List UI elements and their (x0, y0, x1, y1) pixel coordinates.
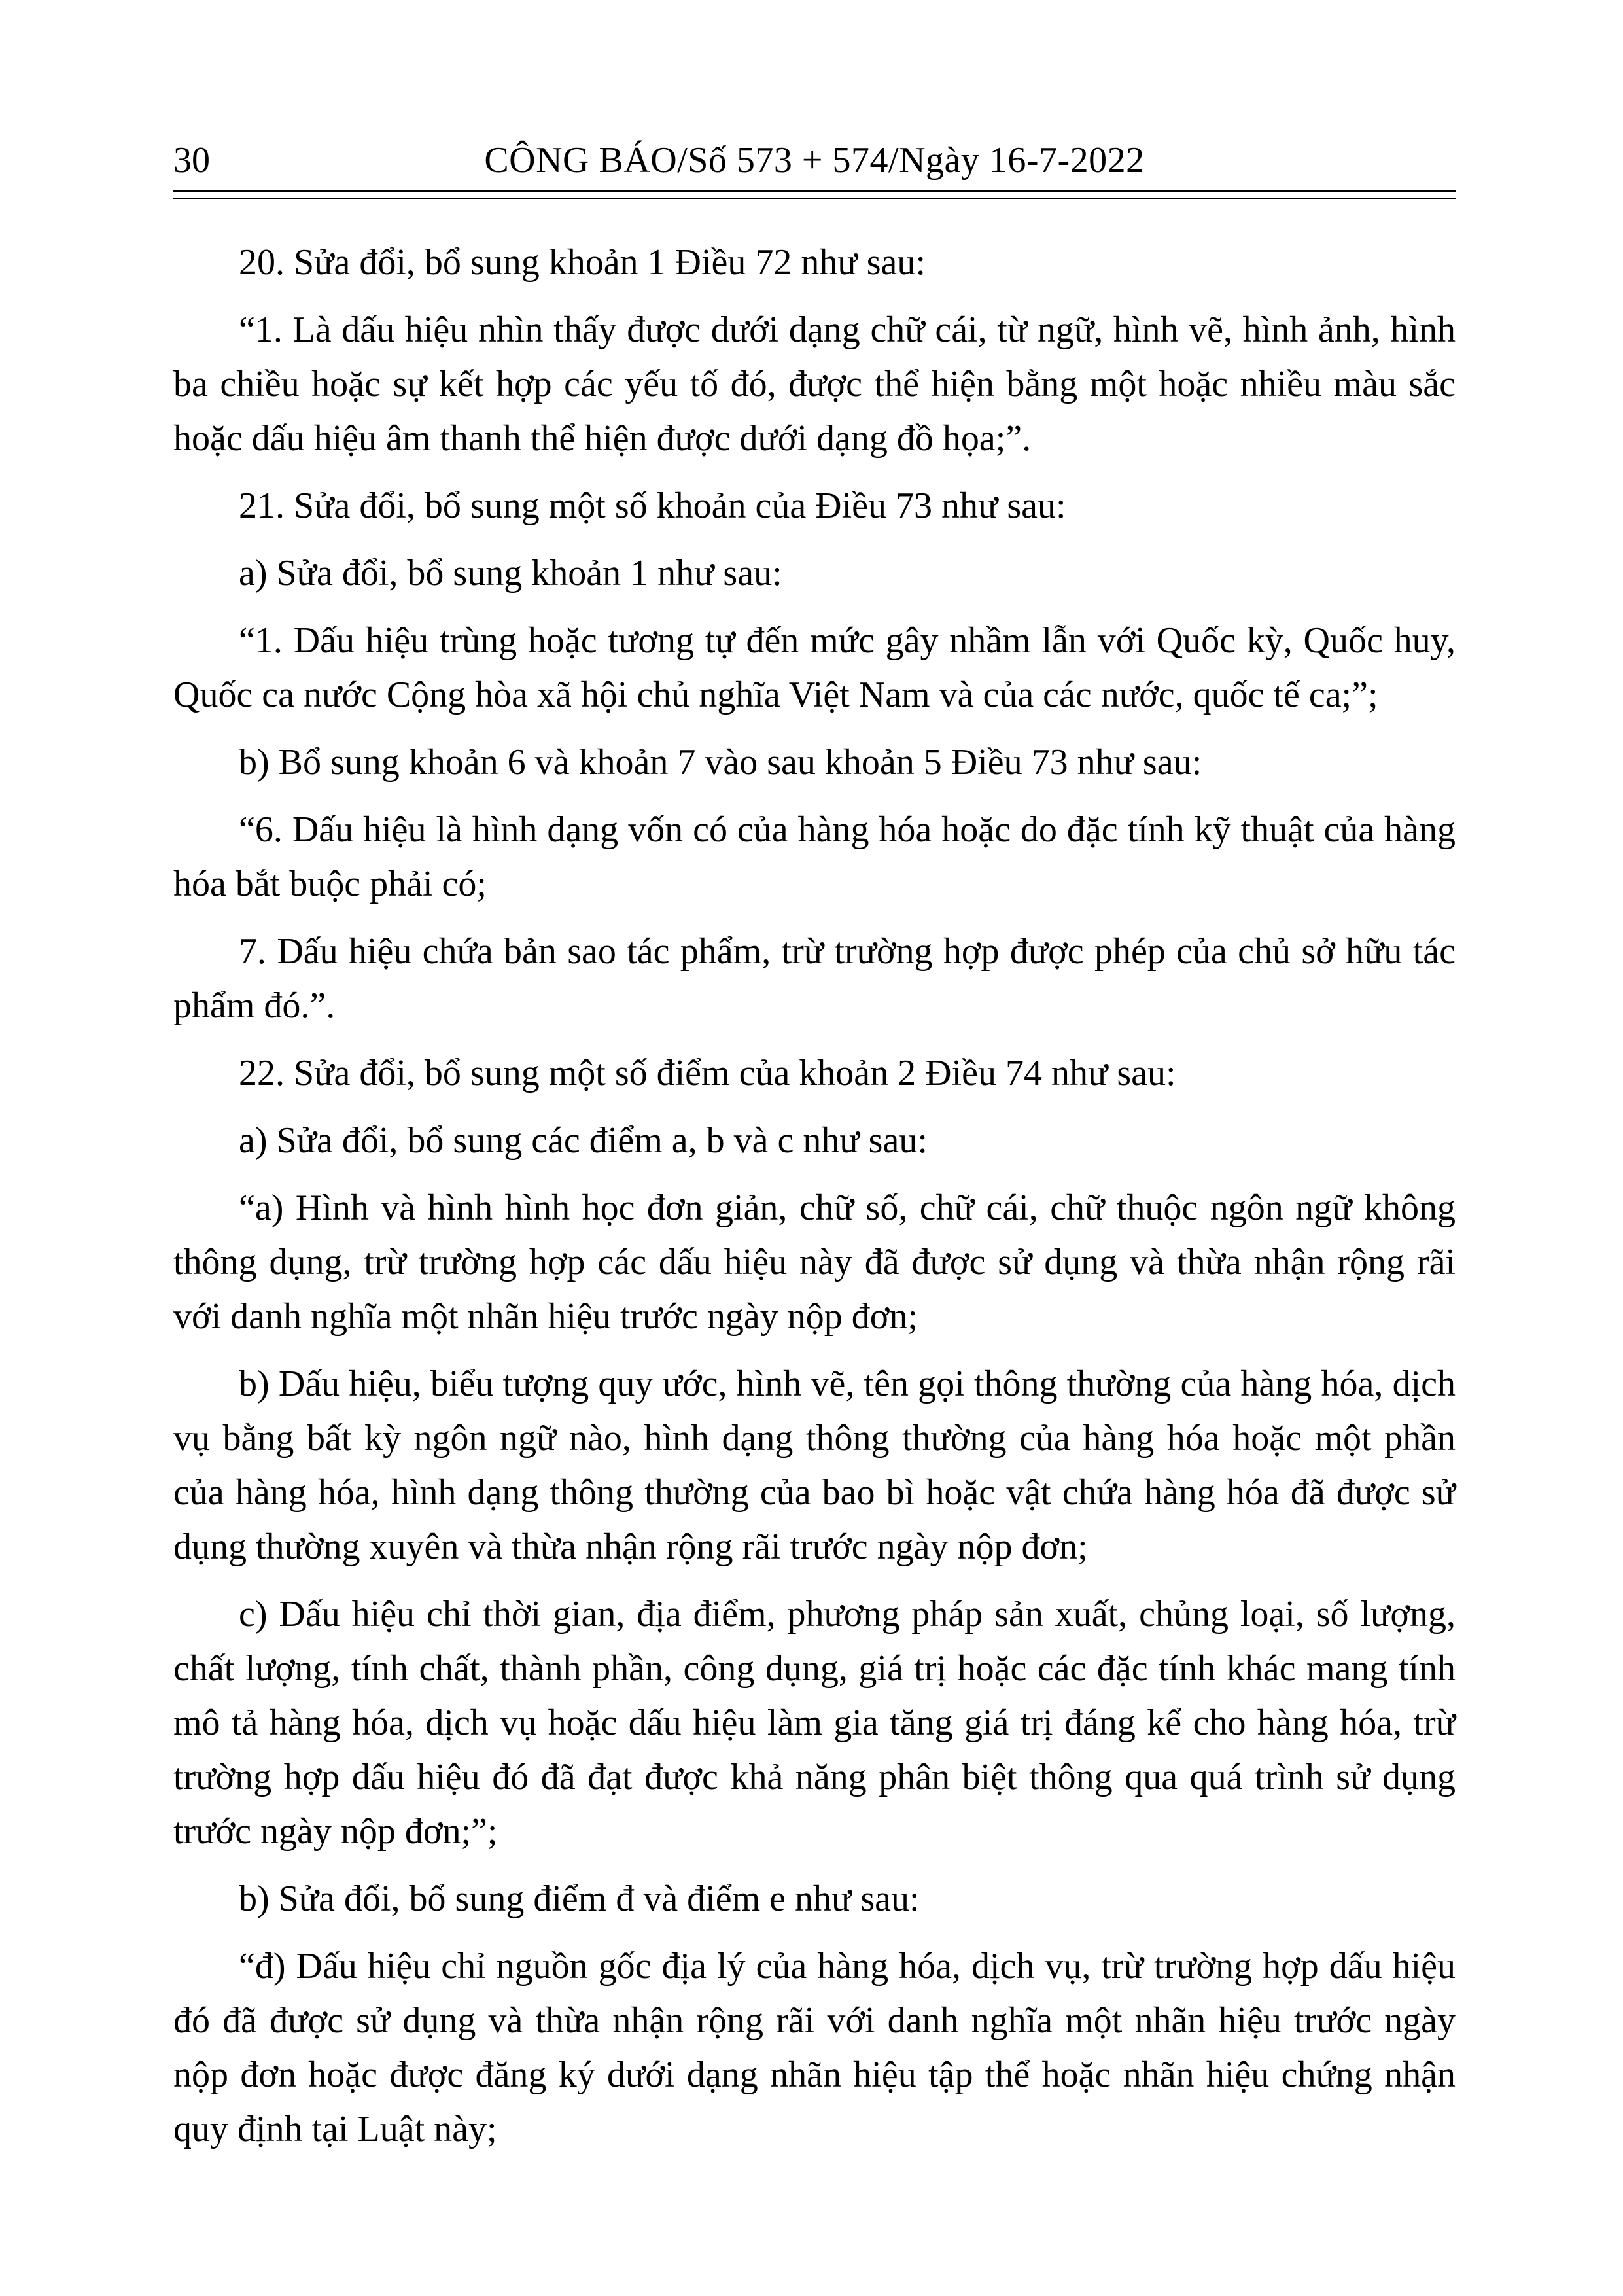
page-number: 30 (173, 140, 210, 181)
paragraph-quote-clause-1: “1. Là dấu hiệu nhìn thấy được dưới dạng chữ cái, từ ngữ, hình vẽ, hình ảnh, hình ba chiều hoặc sự kết hợp các yếu tố đó, được thể hiện bằng một hoặc nhiều màu sắc hoặc dấu hiệu âm thanh thể hiện được dưới dạng đồ họa;”. (173, 309, 1456, 459)
paragraph-quote-clause-7: 7. Dấu hiệu chứa bản sao tác phẩm, trừ trường hợp được phép của chủ sở hữu tác phẩm đó.”. (173, 931, 1456, 1026)
paragraph-point-d-stroke: “đ) Dấu hiệu chỉ nguồn gốc địa lý của hàng hóa, dịch vụ, trừ trường hợp dấu hiệu đó đã được sử dụng và thừa nhận rộng rãi với danh nghĩa một nhãn hiệu trước ngày nộp đơn hoặc được đăng ký dưới dạng nhãn hiệu tập thể hoặc nhãn hiệu chứng nhận quy định tại Luật này; (173, 1946, 1456, 2149)
page-header (173, 134, 1456, 186)
body-text (173, 236, 1456, 2170)
gazette-title: CÔNG BÁO/Số 573 + 574/Ngày 16-7-2022 (484, 140, 1145, 181)
paragraph-quote-clause-1-flags: “1. Dấu hiệu trùng hoặc tương tự đến mức gây nhầm lẫn với Quốc kỳ, Quốc huy, Quốc ca nước Cộng hòa xã hội chủ nghĩa Việt Nam và của các nước, quốc tế ca;”; (173, 620, 1456, 715)
paragraph-sub-a-points: a) Sửa đổi, bổ sung các điểm a, b và c như sau: (239, 1120, 928, 1161)
paragraph-item-22-heading: 22. Sửa đổi, bổ sung một số điểm của khoản 2 Điều 74 như sau: (239, 1053, 1176, 1093)
paragraph-point-b: b) Dấu hiệu, biểu tượng quy ước, hình vẽ, tên gọi thông thường của hàng hóa, dịch vụ bằng bất kỳ ngôn ngữ nào, hình dạng thông thường của hàng hóa hoặc một phần của hàng hóa, hình dạng thông thường của bao bì hoặc vật chứa hàng hóa đã được sử dụng thường xuyên và thừa nhận rộng rãi trước ngày nộp đơn; (173, 1364, 1456, 1567)
header-rule-thin (173, 198, 1456, 199)
paragraph-sub-b-points: b) Sửa đổi, bổ sung điểm đ và điểm e như sau: (239, 1879, 920, 1919)
paragraph-item-20-heading: 20. Sửa đổi, bổ sung khoản 1 Điều 72 như sau: (239, 242, 926, 283)
paragraph-quote-clause-6: “6. Dấu hiệu là hình dạng vốn có của hàng hóa hoặc do đặc tính kỹ thuật của hàng hóa bắt buộc phải có; (173, 809, 1456, 904)
paragraph-sub-b: b) Bổ sung khoản 6 và khoản 7 vào sau khoản 5 Điều 73 như sau: (239, 742, 1202, 783)
paragraph-point-a: “a) Hình và hình hình học đơn giản, chữ số, chữ cái, chữ thuộc ngôn ngữ không thông dụng, trừ trường hợp các dấu hiệu này đã được sử dụng và thừa nhận rộng rãi với danh nghĩa một nhãn hiệu trước ngày nộp đơn; (173, 1188, 1456, 1337)
paragraph-item-21-heading: 21. Sửa đổi, bổ sung một số khoản của Điều 73 như sau: (239, 486, 1066, 526)
header-rule-thick (173, 190, 1456, 192)
paragraph-point-c: c) Dấu hiệu chỉ thời gian, địa điểm, phương pháp sản xuất, chủng loại, số lượng, chất lượng, tính chất, thành phần, công dụng, giá trị hoặc các đặc tính khác mang tính mô tả hàng hóa, dịch vụ hoặc dấu hiệu làm gia tăng giá trị đáng kể cho hàng hóa, trừ trường hợp dấu hiệu đó đã đạt được khả năng phân biệt thông qua quá trình sử dụng trước ngày nộp đơn;”; (173, 1594, 1456, 1852)
paragraph-sub-a: a) Sửa đổi, bổ sung khoản 1 như sau: (239, 553, 782, 593)
